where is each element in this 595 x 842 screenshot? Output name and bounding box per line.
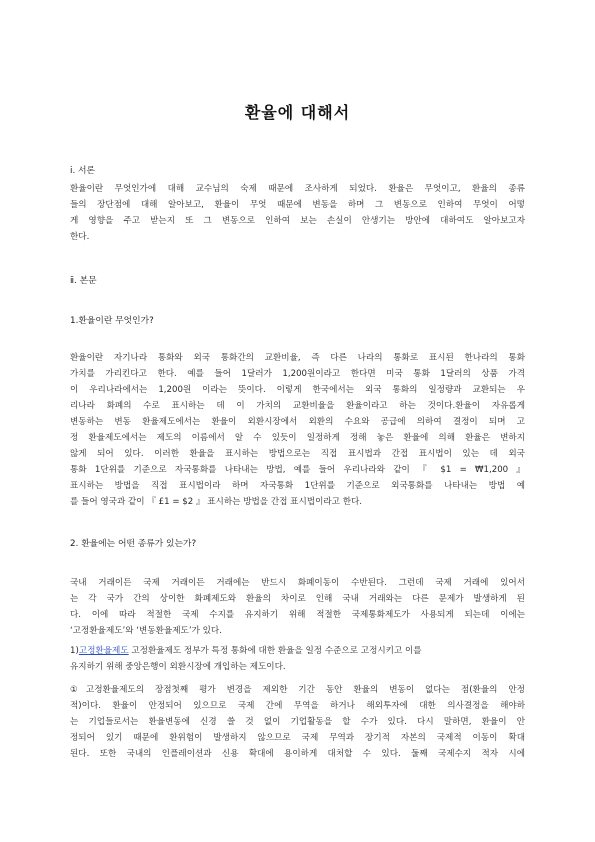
fixed-rate-merits-line: 된다. 또한 국내의 인플레이션과 신용 확대에 용이하게 대처할 수 있다. 둘째 국제수지 적자 시에 bbox=[70, 749, 525, 759]
q2-line: ‘고정환율제도’와 ‘변동환율제도’가 있다. bbox=[70, 626, 222, 636]
fixed-rate-link[interactable]: 고정환율제도 bbox=[78, 646, 129, 656]
section-heading-intro: ⅰ. 서론 bbox=[70, 166, 96, 176]
question-heading-2: 2. 환율에는 어떤 종류가 있는가? bbox=[70, 539, 197, 549]
q1-line: 통화 1단위를 기준으로 자국통화를 나타내는 방법, 예를 들어 우리나라와 같이 『 $1 = ₩1,200 』 bbox=[70, 465, 525, 475]
q1-line: 않게 되어 있다. 이러한 환율을 표시하는 방법으로는 직접 표시법과 간접 표시법이 있는 데 외국 bbox=[70, 449, 525, 459]
q1-line: 정 환율제도에서는 제도의 이름에서 알 수 있듯이 일정하게 정해 놓은 환율에 의해 환율은 변하지 bbox=[70, 433, 525, 443]
q2-line: 다. 이에 따라 적절한 국제 수지를 유지하기 위해 적절한 국제통화제도가 사용되게 되는데 이에는 bbox=[70, 610, 525, 620]
fixed-rate-merits-line: 는 기업들로서는 환율변동에 신경 쓸 것 없이 기업활동을 할 수가 있다. 다시 말하면, 환율이 안 bbox=[70, 717, 525, 727]
q1-line: 이 우리나라에서는 1,200원 이라는 뜻이다. 이렇게 한국에서는 외국 통화의 일정량과 교환되는 우 bbox=[70, 385, 525, 395]
q1-line: 변동하는 변동 환율제도에서는 환율이 외환시장에서 외환의 수요와 공급에 의하여 결정이 되며 고 bbox=[70, 417, 525, 427]
intro-line: 게 영향을 주고 받는지 또 그 변동으로 인하여 보는 손실이 안생기는 방안에 대하여도 알아보고자 bbox=[70, 216, 525, 226]
q1-line: 환율이란 자기나라 통화와 외국 통화간의 교환비율, 즉 다른 나라의 통화로 표시된 한나라의 통화 bbox=[70, 353, 525, 363]
q1-line: 가치를 가리킨다고 한다. 예를 들어 1달러가 1,200원이라고 한다면 미국 통화 1달러의 상품 가격 bbox=[70, 369, 525, 379]
fixed-rate-merits-line: 적)이다. 환율이 안정되어 있으므로 국제 간에 무역을 하거나 해외투자에 대한 의사결정을 해야하 bbox=[70, 701, 525, 711]
fixed-rate-merits-line: 정되어 있기 때문에 환위험이 발생하지 않으므로 국제 무역과 장기적 자본의 국제적 이동이 확대 bbox=[70, 733, 525, 743]
fixed-rate-definition-text: 고정환율제도 정부가 특정 통화에 대한 환율을 일정 수준으로 고정시키고 이를 bbox=[128, 646, 422, 656]
q2-line: 국내 거래이든 국제 거래이든 거래에는 반드시 화폐이동이 수반된다. 그런데 국제 거래에 있어서 bbox=[70, 578, 525, 588]
q1-line: 표시하는 방법을 직접 표시법이라 하며 자국통화 1단위를 기준으로 외국통화를 나타내는 방법 예 bbox=[70, 481, 525, 491]
fixed-rate-definition-line bbox=[70, 645, 525, 657]
question-heading-1: 1.환율이란 무엇인가? bbox=[70, 316, 154, 326]
q1-line: 를 들어 영국과 같이 『 £1 = $2 』 표시하는 방법을 간접 표시법이라고 한다. bbox=[70, 497, 363, 507]
q2-line: 는 각 국가 간의 상이한 화폐제도와 환율의 차이로 인해 국내 거래와는 다른 문제가 발생하게 된 bbox=[70, 594, 525, 604]
fixed-rate-merits-line: ①고정환율제도의 장점첫째 평가 변경을 제외한 기간 동안 환율의 변동이 없다는 점(환율의 안정 bbox=[70, 685, 525, 695]
list-number: 1) bbox=[70, 646, 79, 656]
fixed-rate-definition-line: 유지하기 위해 중앙은행이 외환시장에 개입하는 제도이다. bbox=[70, 662, 286, 672]
section-heading-body: ⅱ. 본문 bbox=[70, 276, 97, 286]
intro-line: 환율이란 무엇인가에 대해 교수님의 숙제 때문에 조사하게 되었다. 환율은 무엇이고, 환율의 종류 bbox=[70, 184, 525, 194]
document-title: 환율에 대해서 bbox=[244, 103, 351, 122]
intro-line: 한다. bbox=[70, 232, 90, 242]
q1-line: 리나라 화폐의 수로 표시하는 데 이 가치의 교환비율을 환율이라고 하는 것이다.환율이 자유롭게 bbox=[70, 401, 525, 411]
intro-line: 들의 장단점에 대해 알아보고, 환율이 무엇 때문에 변동을 하며 그 변동으로 인하여 무엇이 어떻 bbox=[70, 200, 525, 210]
